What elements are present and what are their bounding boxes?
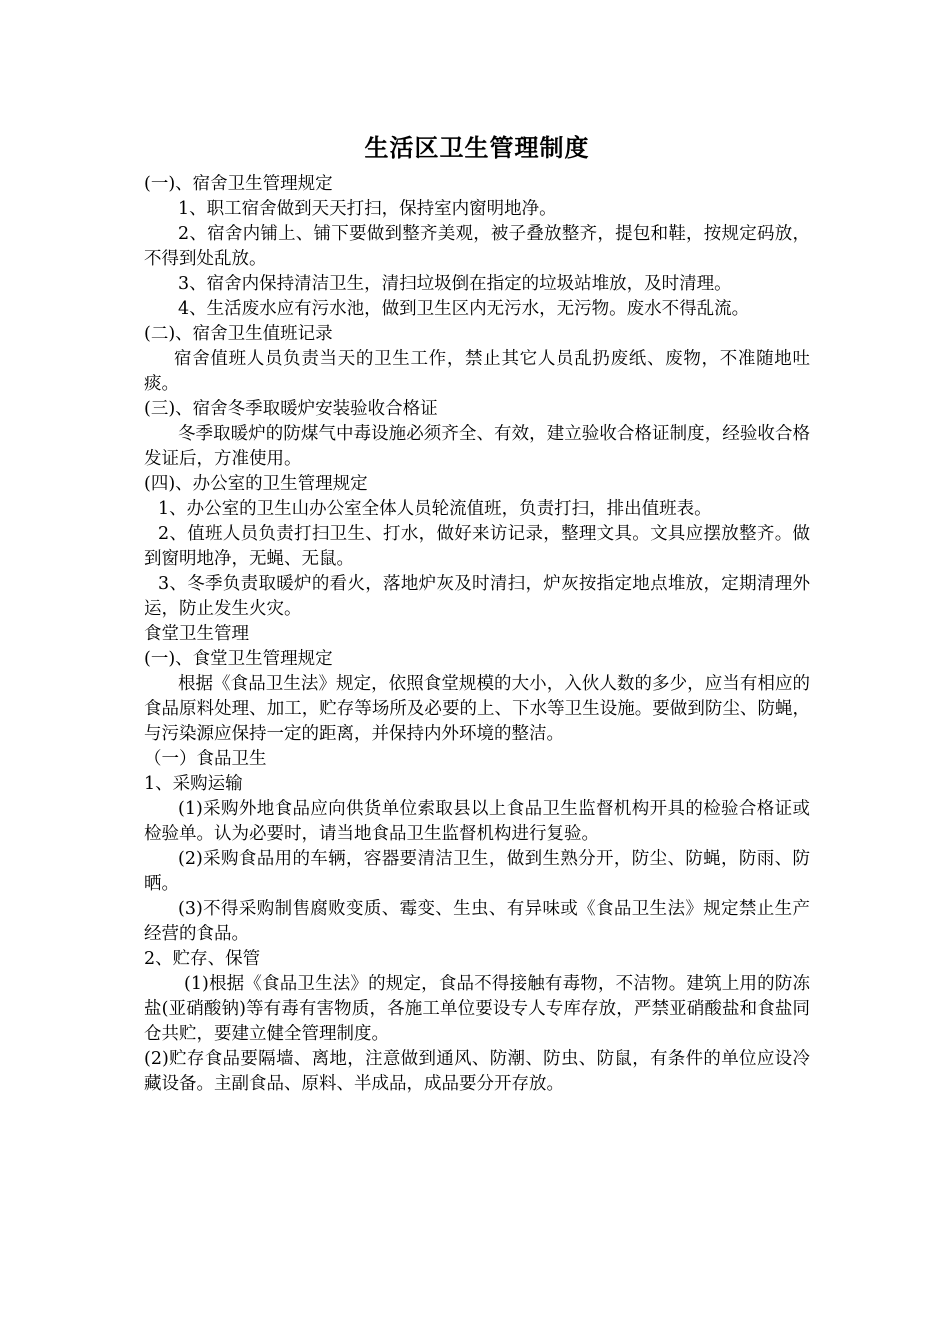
paragraph: 食堂卫生管理 bbox=[144, 624, 249, 644]
paragraph: 2、贮存、保管 bbox=[144, 949, 261, 969]
paragraph: 2、宿舍内铺上、铺下要做到整齐美观，被子叠放整齐，提包和鞋，按规定码放，不得到处乱放。 bbox=[144, 224, 810, 269]
paragraph: (2)采购食品用的车辆，容器要清洁卫生，做到生熟分开，防尘、防蝇，防雨、防晒。 bbox=[144, 849, 810, 894]
paragraph: (一)、食堂卫生管理规定 bbox=[144, 649, 333, 669]
paragraph: 冬季取暖炉的防煤气中毒设施必须齐全、有效，建立验收合格证制度，经验收合格发证后，方准使用。 bbox=[144, 424, 810, 469]
paragraph: (3)不得采购制售腐败变质、霉变、生虫、有异味或《食品卫生法》规定禁止生产经营的食品。 bbox=[144, 899, 810, 944]
document-body bbox=[144, 172, 810, 1097]
paragraph: 根据《食品卫生法》规定，依照食堂规模的大小，入伙人数的多少，应当有相应的食品原料处理、加工，贮存等场所及必要的上、下水等卫生设施。要做到防尘、防蝇，与污染源应保持一定的距离，并保持内外环境的整洁。 bbox=[144, 674, 810, 744]
paragraph: (三)、宿舍冬季取暖炉安装验收合格证 bbox=[144, 399, 438, 419]
paragraph: 4、生活废水应有污水池，做到卫生区内无污水，无污物。废水不得乱流。 bbox=[178, 299, 750, 319]
paragraph: 1、采购运输 bbox=[144, 774, 243, 794]
paragraph: 3、冬季负责取暖炉的看火，落地炉灰及时清扫，炉灰按指定地点堆放，定期清理外运，防止发生火灾。 bbox=[144, 574, 810, 619]
paragraph: (2)贮存食品要隔墙、离地，注意做到通风、防潮、防虫、防鼠，有条件的单位应设冷藏设备。主副食品、原料、半成品，成品要分开存放。 bbox=[144, 1049, 810, 1094]
page-title: 生活区卫生管理制度 bbox=[364, 134, 590, 162]
paragraph: (四)、办公室的卫生管理规定 bbox=[144, 474, 368, 494]
paragraph: (二)、宿舍卫生值班记录 bbox=[144, 324, 333, 344]
paragraph: (1)根据《食品卫生法》的规定，食品不得接触有毒物，不洁物。建筑上用的防冻盐(亚硝酸钠)等有毒有害物质，各施工单位要设专人专库存放，严禁亚硝酸盐和食盐同仓共贮，要建立健全管理制度。 bbox=[144, 974, 810, 1044]
paragraph: 宿舍值班人员负责当天的卫生工作，禁止其它人员乱扔废纸、废物，不准随地吐痰。 bbox=[144, 349, 810, 394]
paragraph: 1、职工宿舍做到天天打扫，保持室内窗明地净。 bbox=[178, 199, 557, 219]
paragraph: (1)采购外地食品应向供货单位索取县以上食品卫生监督机构开具的检验合格证或检验单。认为必要时，请当地食品卫生监督机构进行复验。 bbox=[144, 799, 810, 844]
document-page bbox=[144, 128, 810, 1097]
paragraph: (一)、宿舍卫生管理规定 bbox=[144, 174, 333, 194]
paragraph: 2、值班人员负责打扫卫生、打水，做好来访记录，整理文具。文具应摆放整齐。做到窗明地净，无蝇、无鼠。 bbox=[144, 524, 810, 569]
paragraph: （一）食品卫生 bbox=[144, 749, 267, 769]
paragraph: 1、办公室的卫生山办公室全体人员轮流值班，负责打扫，排出值班表。 bbox=[158, 499, 712, 519]
paragraph: 3、宿舍内保持清洁卫生，清扫垃圾倒在指定的垃圾站堆放，及时清理。 bbox=[178, 274, 732, 294]
